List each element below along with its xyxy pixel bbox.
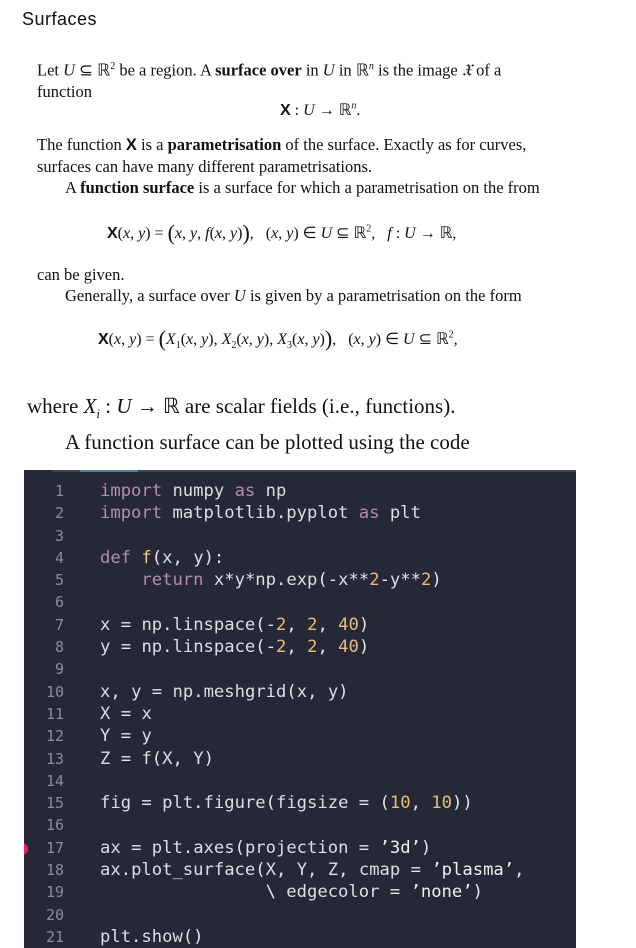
code-line: import numpy as np xyxy=(100,481,287,501)
line-number: 4 xyxy=(54,548,64,567)
line-number: 6 xyxy=(54,593,64,612)
code-line: y = np.linspace(-2, 2, 40) xyxy=(100,637,370,658)
code-line xyxy=(100,525,524,547)
line-number: 11 xyxy=(45,704,64,723)
code-line: plt.show() xyxy=(100,926,204,947)
code-line xyxy=(100,770,524,792)
code-line: x, y = np.meshgrid(x, y) xyxy=(100,681,349,702)
equation-mapping: X : U → ℝ$^n$. xyxy=(280,100,361,119)
code-line: Z = f(X, Y) xyxy=(100,748,214,769)
equation-function-surface: X(x, y) = (x, y, f(x, y)), (x, y) ∈ U ⊆ ℝ$^2$, f : U → ℝ, xyxy=(107,220,457,245)
line-number-breakpoint[interactable]: 17 xyxy=(24,837,74,859)
line-number: 1 xyxy=(54,482,64,500)
code-line xyxy=(100,591,524,613)
code-lines[interactable] xyxy=(100,480,524,948)
paragraph-parametrisation: The function X is a parametrisation of the surface. Exactly as for curves, surfaces can have many different parametrisations. A function surface is a surface for which a parametrisation on the from xyxy=(37,135,540,197)
equation-general-parametrisation: X(x, $y) = (X_1(x$, y), $X_2(x$, y), $X_3(x$, y)), (x, y) ∈ U ⊆ ℝ$^2$, xyxy=(98,326,458,352)
line-number: 18 xyxy=(45,861,64,880)
code-editor xyxy=(24,470,576,948)
line-number: 19 xyxy=(45,883,64,902)
code-line xyxy=(100,658,524,680)
paragraph-general-surface: can be given. Generally, a surface over U is given by a parametrisation on the form xyxy=(37,265,522,305)
breakpoint-marker[interactable] xyxy=(24,843,28,855)
code-line xyxy=(100,904,524,926)
editor-top-border xyxy=(52,470,576,472)
line-number: 2 xyxy=(54,504,64,523)
code-line: x = np.linspace(-2, 2, 40) xyxy=(100,614,370,635)
line-number: 16 xyxy=(45,816,64,835)
line-number: 5 xyxy=(54,571,64,590)
line-number: 8 xyxy=(54,638,64,657)
paragraph-surface-definition: Let U ⊆ ℝ$^2$ be a region. A surface over in U in ℝ$^n$ is the image 𝔛 of a function xyxy=(37,60,502,101)
code-line: import matplotlib.pyplot as plt xyxy=(100,503,421,524)
paragraph-scalar-fields: where $X_i$ : U → ℝ are scalar fields (i.e., functions). A function surface can be plotted using the code xyxy=(27,394,470,455)
line-number: 21 xyxy=(45,927,64,946)
code-line: Y = y xyxy=(100,726,152,747)
line-number: 14 xyxy=(45,771,64,790)
active-tab-indicator xyxy=(80,470,138,472)
line-number: 9 xyxy=(54,660,64,679)
line-number: 15 xyxy=(45,794,64,813)
code-line: ax.plot_surface(X, Y, Z, cmap = ’plasma’, xyxy=(100,860,525,881)
code-line: ax = plt.axes(projection = ’3d’) xyxy=(100,837,432,858)
page-title: Surfaces xyxy=(22,9,98,29)
code-line: X = x xyxy=(100,703,152,724)
line-number: 12 xyxy=(45,727,64,746)
line-number: 3 xyxy=(54,526,64,545)
code-line xyxy=(100,814,524,836)
line-number: 10 xyxy=(45,682,64,701)
line-number-gutter xyxy=(24,480,74,948)
line-number: 7 xyxy=(54,615,64,634)
line-number: 20 xyxy=(45,905,64,924)
code-line: \ edgecolor = ’none’) xyxy=(265,882,483,903)
line-number: 13 xyxy=(45,749,64,768)
code-line: def f(x, y): xyxy=(100,547,225,568)
code-line: return x*y*np.exp(-x**2-y**2) xyxy=(141,570,442,591)
code-line: fig = plt.figure(figsize = (10, 10)) xyxy=(100,793,473,814)
